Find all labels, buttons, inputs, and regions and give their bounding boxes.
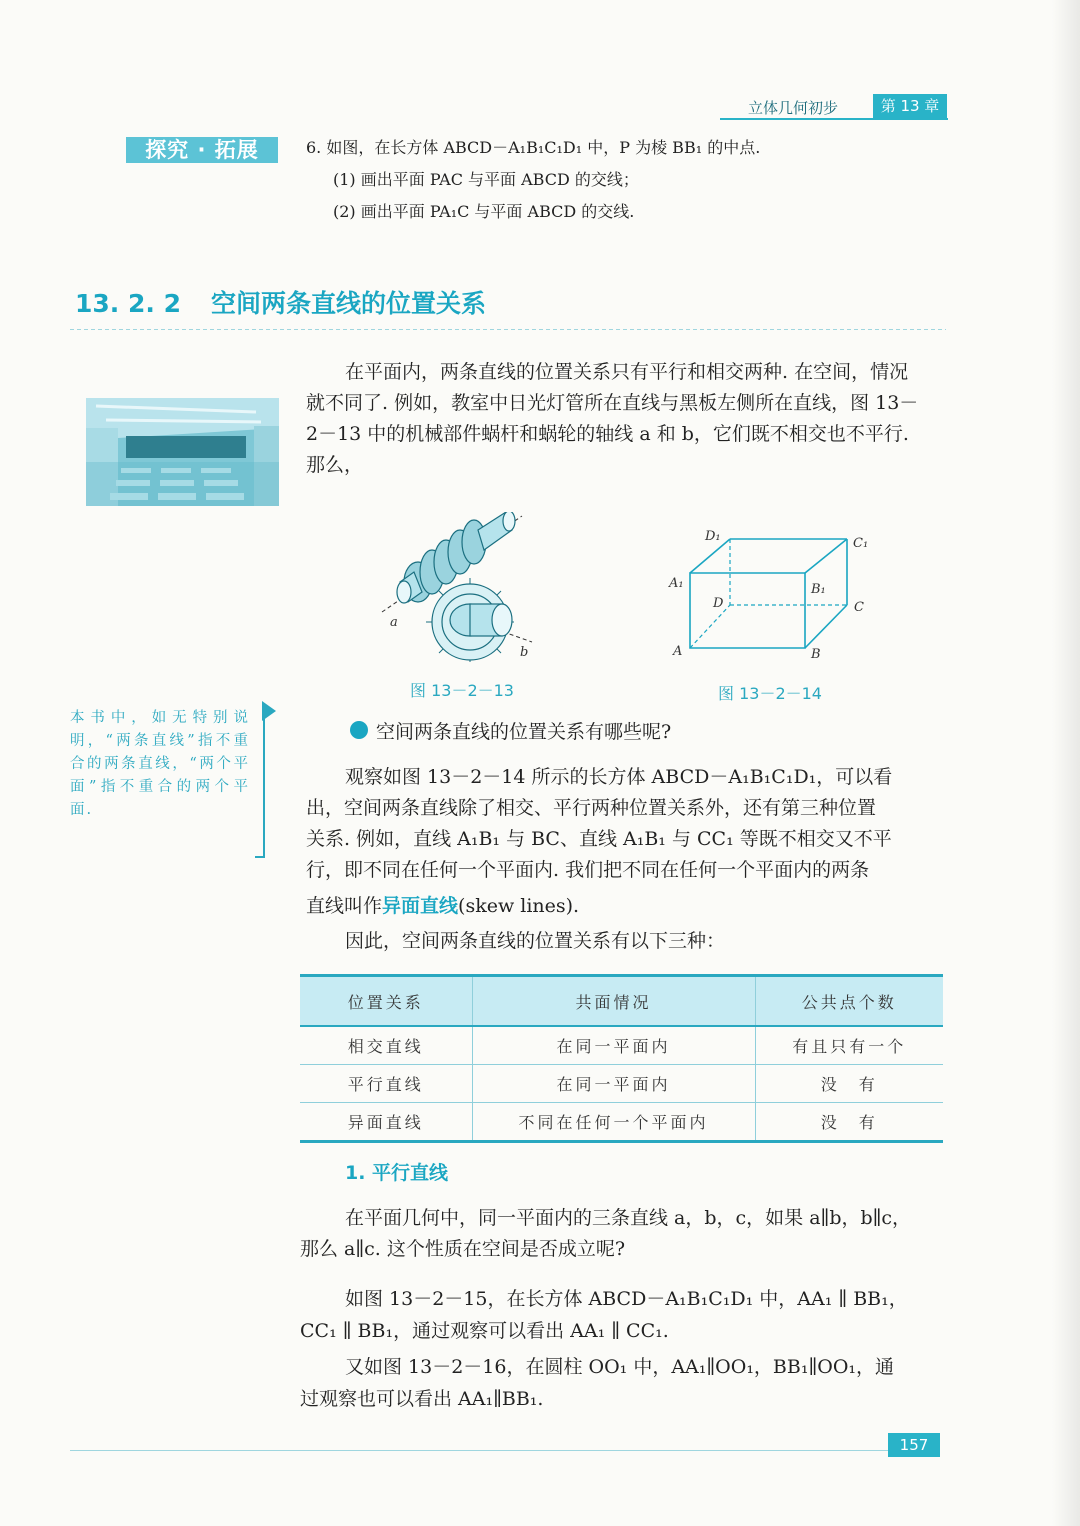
skew-lines-keyword: 异面直线 <box>382 895 459 917</box>
parallel-p2-line-1: 如图 13－2－15，在长方体 ABCD－A₁B₁C₁D₁ 中，AA₁ ∥ BB₁， <box>345 1288 908 1310</box>
table-header: 公共点个数 <box>755 976 943 1027</box>
table-header: 位置关系 <box>300 976 472 1027</box>
side-note-border <box>255 706 265 858</box>
svg-text:B₁: B₁ <box>811 582 826 597</box>
svg-text:C₁: C₁ <box>853 536 869 551</box>
chapter-number-badge: 第 13 章 <box>873 94 947 118</box>
section-title: 空间两条直线的位置关系 <box>210 289 486 318</box>
section-heading <box>75 284 486 320</box>
table-cell: 异面直线 <box>300 1103 472 1142</box>
observe-line-5-pre: 直线叫作 <box>306 895 383 917</box>
question-bullet-icon <box>350 721 368 739</box>
svg-text:A₁: A₁ <box>669 576 684 591</box>
parallel-p3-line-1: 又如图 13－2－16，在圆柱 OO₁ 中，AA₁∥OO₁，BB₁∥OO₁，通 <box>345 1356 895 1378</box>
svg-text:D: D <box>713 596 724 611</box>
axis-label-b: b <box>520 645 529 660</box>
observe-thus: 因此，空间两条直线的位置关系有以下三种： <box>345 930 726 952</box>
observe-line-4: 行，即不同在任何一个平面内. 我们把不同在任何一个平面内的两条 <box>306 859 870 881</box>
cuboid-figure <box>665 525 880 665</box>
header-rule <box>720 118 948 120</box>
intro-line-2: 就不同了. 例如，教室中日光灯管所在直线与黑板左侧所在直线，图 13－ <box>306 392 919 414</box>
section-number: 13. 2. 2 <box>75 289 181 318</box>
axis-label-a: a <box>390 615 398 630</box>
intro-line-4: 那么， <box>306 454 364 476</box>
observe-line-2: 出，空间两条直线除了相交、平行两种位置关系外，还有第三种位置 <box>306 797 877 819</box>
parallel-p2-line-2: CC₁ ∥ BB₁，通过观察可以看出 AA₁ ∥ CC₁. <box>300 1320 669 1342</box>
exercise-6-part-2: (2) 画出平面 PA₁C 与平面 ABCD 的交线. <box>333 202 635 221</box>
position-relation-table <box>300 974 943 1143</box>
section-rule <box>70 329 946 330</box>
svg-text:C: C <box>854 600 864 615</box>
exercise-6-text: 6. 如图，在长方体 ABCD－A₁B₁C₁D₁ 中，P 为棱 BB₁ 的中点. <box>306 138 761 157</box>
table-cell: 平行直线 <box>300 1065 472 1103</box>
intro-line-3: 2－13 中的机械部件蜗杆和蜗轮的轴线 a 和 b，它们既不相交也不平行. <box>306 423 909 445</box>
figure-13-2-13-caption: 图 13－2－13 <box>410 681 514 700</box>
table-cell: 在同一平面内 <box>472 1026 755 1065</box>
table-row <box>300 1065 943 1103</box>
page-edge-shadow <box>1052 0 1080 1526</box>
table-header-row <box>300 976 943 1027</box>
table-row <box>300 1103 943 1142</box>
table-cell: 不同在任何一个平面内 <box>472 1103 755 1142</box>
page-number: 157 <box>888 1433 940 1457</box>
parallel-p1-line-2: 那么 a∥c. 这个性质在空间是否成立呢? <box>300 1238 626 1260</box>
table-cell: 没 有 <box>755 1065 943 1103</box>
svg-text:B: B <box>811 647 821 662</box>
observe-line-5-post: (skew lines). <box>458 895 580 917</box>
table-row <box>300 1026 943 1065</box>
table-cell: 没 有 <box>755 1103 943 1142</box>
figure-13-2-14-caption: 图 13－2－14 <box>718 684 822 703</box>
table-header: 共面情况 <box>472 976 755 1027</box>
parallel-p3-line-2: 过观察也可以看出 AA₁∥BB₁. <box>300 1388 544 1410</box>
chapter-title: 立体几何初步 <box>748 99 839 117</box>
explore-extend-tag: 探究 · 拓展 <box>126 137 278 163</box>
table-cell: 有且只有一个 <box>755 1026 943 1065</box>
observe-line-1: 观察如图 13－2－14 所示的长方体 ABCD－A₁B₁C₁D₁，可以看 <box>345 766 893 788</box>
exercise-6-part-1: (1) 画出平面 PAC 与平面 ABCD 的交线； <box>333 170 639 189</box>
classroom-photo <box>86 398 279 506</box>
table-cell: 在同一平面内 <box>472 1065 755 1103</box>
side-note-arrow-icon <box>262 701 276 721</box>
footer-rule <box>70 1450 888 1451</box>
observe-line-5 <box>306 891 579 922</box>
svg-text:D₁: D₁ <box>705 529 721 544</box>
subsection-title: 1. 平行直线 <box>345 1162 449 1184</box>
observe-line-3: 关系. 例如，直线 A₁B₁ 与 BC、直线 A₁B₁ 与 CC₁ 等既不相交又不平 <box>306 828 892 850</box>
worm-gear-figure <box>370 512 540 662</box>
svg-text:A: A <box>673 644 683 659</box>
side-note: 本书中，如无特别说明，“两条直线”指不重合的两条直线，“两个平面”指不重合的两个平面. <box>70 710 250 818</box>
question-text: 空间两条直线的位置关系有哪些呢? <box>376 721 672 743</box>
intro-line-1: 在平面内，两条直线的位置关系只有平行和相交两种. 在空间，情况 <box>345 361 909 383</box>
table-cell: 相交直线 <box>300 1026 472 1065</box>
parallel-p1-line-1: 在平面几何中，同一平面内的三条直线 a，b，c，如果 a∥b，b∥c， <box>345 1207 912 1229</box>
